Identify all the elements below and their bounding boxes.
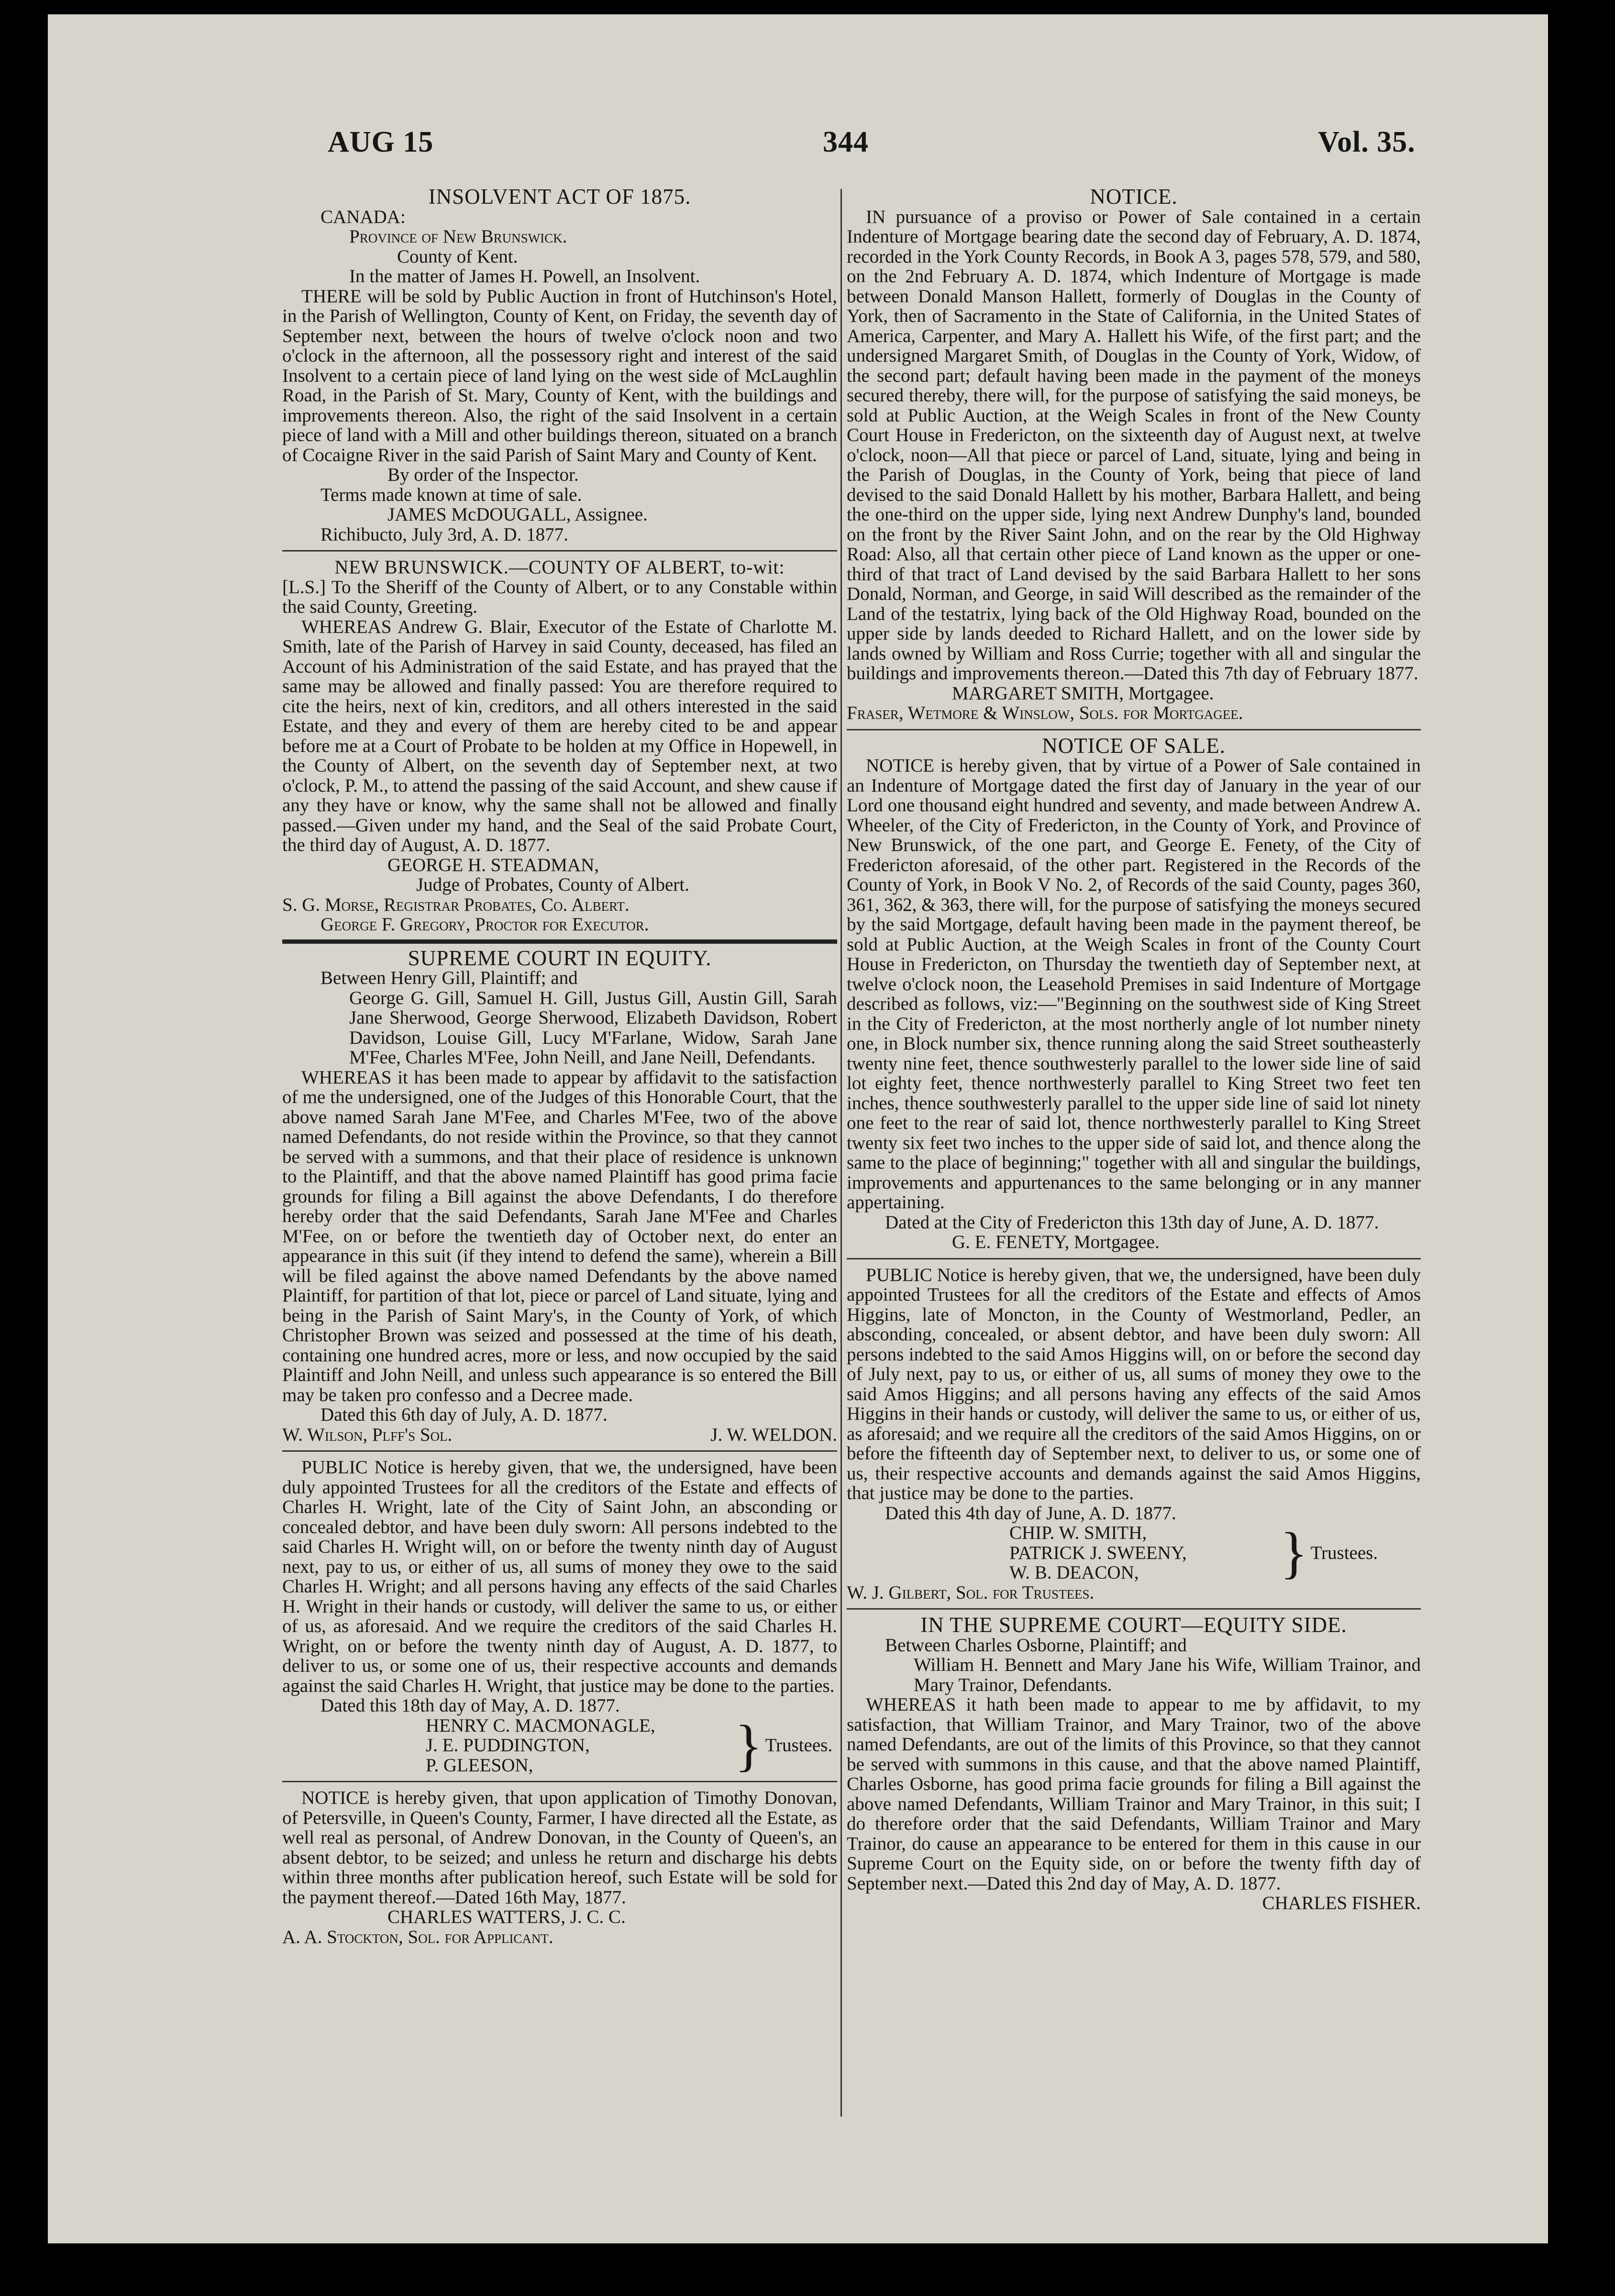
absent-debtor-notice (282, 1788, 837, 1947)
notice-body: PUBLIC Notice is hereby given, that we, the undersigned, have been duly appointed Trustees for all the creditors of the Estate and effects of Charles H. Wright, late of the City of Saint John, an absconding or concealed debtor, and have been duly sworn: All persons indebted to the said Charles H. Wright will, on or before the twenty ninth day of August next, pay to us, or either of us, all sums of money they owe to the said Charles H. Wright; and all persons having any effects of the said Charles H. Wright in their hands or custody, will deliver the same to us, or either of us, as aforesaid. And we require the creditors of the said Charles H. Wright, on or before the twenty ninth day of August, A. D. 1877, to deliver to us, or some one of us, their respective accounts and demands against the said Charles H. Wright, that justice may be done to the parties. (282, 1457, 837, 1696)
assignee-signature: JAMES McDOUGALL, Assignee. (387, 504, 648, 525)
terms-line: Terms made known at time of sale. (321, 484, 582, 505)
registrar-line: S. G. Morse, Registrar Probates, Co. Albert. (282, 894, 630, 915)
thick-separator (282, 939, 837, 944)
separator (282, 1450, 837, 1452)
mortgagee-signature: MARGARET SMITH, Mortgagee. (952, 683, 1214, 704)
clerk-signature: CHARLES WATTERS, J. C. C. (387, 1907, 626, 1927)
volume-number: Vol. 35. (1318, 126, 1416, 158)
left-column (282, 184, 837, 1947)
separator (282, 550, 837, 552)
judge-signature: GEORGE H. STEADMAN, (387, 854, 599, 875)
defendants-list: William H. Bennett and Mary Jane his Wife, William Trainor, and Mary Trainor, Defendants. (914, 1655, 1421, 1695)
notice-body: PUBLIC Notice is hereby given, that we, the undersigned, have been duly appointed Trustees for all the creditors of the Estate and effects of Amos Higgins, late of Moncton, in the County of Westmorland, Pedler, an absconding, concealed, or absent debtor, and have been duly sworn: All persons indebted to the said Amos Higgins will, on or before the second day of July next, pay to us, or either of us, all sums of money they owe to the said Amos Higgins; and all persons having any effects of the said Amos Higgins in their hands or custody, will deliver the same to us, or either of us, as aforesaid; and we require all the creditors of the said Amos Higgins, on or before the fifteenth day of September next, to deliver to us, or some one of us, their respective accounts and demands against the said Amos Higgins, that justice may be done to the parties. (847, 1264, 1421, 1503)
separator (847, 1608, 1421, 1610)
judge-signature: CHARLES FISHER. (1262, 1893, 1421, 1913)
judge-signature: J. W. WELDON. (710, 1424, 837, 1445)
equity-notice-osborne (847, 1615, 1421, 1913)
jurisdiction: CANADA: (321, 206, 406, 227)
solicitors-line: Fraser, Wetmore & Winslow, Sols. for Mortgagee. (847, 703, 1243, 723)
trustee-name: P. GLEESON, (426, 1755, 533, 1776)
notice-title: NOTICE OF SALE. (1042, 733, 1226, 758)
county: County of Kent. (397, 246, 518, 267)
trustee-name: PATRICK J. SWEENY, (1009, 1542, 1187, 1563)
province: Province of New Brunswick. (349, 226, 567, 247)
trustees-label: Trustees. (1310, 1542, 1378, 1563)
page-number: 344 (823, 126, 869, 158)
solicitor-line: W. Wilson, Plff's Sol. (282, 1424, 453, 1445)
matter: In the matter of James H. Powell, an Insolvent. (349, 266, 700, 287)
notice-title: NOTICE. (1090, 185, 1178, 209)
mortgagee-signature: G. E. FENETY, Mortgagee. (952, 1232, 1160, 1252)
right-column (847, 184, 1421, 1913)
notice-body: NOTICE is hereby given, that upon application of Timothy Donovan, of Petersville, in Queen's County, Farmer, I have directed all the Estate, as well real as personal, of Andrew Donovan, in the County of Queen's, an absent debtor, to be seized; and unless he return and discharge his debts within three months after publication hereof, such Estate will be sold for the payment thereof.—Dated 16th May, 1877. (282, 1788, 837, 1908)
notice-body: IN pursuance of a proviso or Power of Sale contained in a certain Indenture of Mortgage bearing date the second day of February, A. D. 1874, recorded in the York County Records, in Book A 3, pages 578, 579, and 580, on the 2nd February A. D. 1874, which Indenture of Mortgage is made between Donald Manson Hallett, formerly of Douglas in the County of York, then of Sacramento in the State of California, in the United States of America, Carpenter, and Mary A. Hallett his Wife, of the first part; and the undersigned Margaret Smith, of Douglas in the County of York, Widow, of the second part; default having been made in the payment of the moneys secured thereby, there will, for the purpose of satisfying the said moneys, be sold at Public Auction, at the Weigh Scales in front of the New County Court House in Fredericton, on the sixteenth day of August next, at twelve o'clock, noon—All that piece or parcel of Land, situate, lying and being in the Parish of Douglas, in the County of York, being that piece of land devised to the said Donald Hallett by his mother, Barbara Hallett, and being the one-third on the upper side, lying next Andrew Dunphy's land, bounded on the front by the River Saint John, and on the rear by the Old Highway Road: Also, all that certain other piece of Land known as the upper or one-third of that tract of Land devised by the said Barbara Hallett to her sons Donald, Norman, and George, in said Will described as the remainder of the Land of the testatrix, lying back of the Old Highway Road, bounded on the upper side by lands deeded to Richard Hallett, and on the lower side by lands owned by William and Ross Currie; together with all and singular the buildings and improvements thereon.—Dated this 7th day of February 1877. (847, 206, 1421, 684)
insolvent-act-notice (282, 187, 837, 544)
proctor-line: George F. Gregory, Proctor for Executor. (321, 914, 649, 935)
seal-line: [L.S.] To the Sheriff of the County of Albert, or to any Constable within the said County, Greeting. (282, 576, 837, 617)
issue-date: AUG 15 (328, 126, 434, 158)
trustee-name: J. E. PUDDINGTON, (426, 1735, 590, 1755)
notice-body: WHEREAS it hath been made to appear to me by affidavit, to my satisfaction, that William Trainor, and Mary Trainor, two of the above named Defendants, are out of the limits of this Province, so that they cannot be served with summons in this cause, and that the above named Plaintiff, Charles Osborne, has good prima facie grounds for filing a Bill against the above named Defendants, William Trainor and Mary Trainor, in this suit; I do therefore order that the said Defendants, William Trainor and Mary Trainor, do cause an appearance to be entered for them in this cause in our Supreme Court on the Equity side, on or before the twenty fifth day of September next.—Dated this 2nd day of May, A. D. 1877. (847, 1694, 1421, 1894)
trustee-name: CHIP. W. SMITH, (1009, 1523, 1147, 1543)
dated-line: Dated this 4th day of June, A. D. 1877. (885, 1502, 1176, 1523)
notice-title: INSOLVENT ACT OF 1875. (428, 185, 691, 209)
dated-line: Dated this 18th day of May, A. D. 1877. (321, 1695, 620, 1716)
separator (847, 1258, 1421, 1259)
notice-of-sale-fenety (847, 733, 1421, 1252)
dated-line: Dated this 6th day of July, A. D. 1877. (321, 1404, 608, 1425)
notice-body: WHEREAS Andrew G. Blair, Executor of the Estate of Charlotte M. Smith, late of the Parish of Harvey in said County, deceased, has filed an Account of his Administration of the said Estate, and has prayed that the same may be allowed and finally passed: You are therefore required to cite the heirs, next of kin, creditors, and all others interested in the said Estate, and they and every of them are hereby cited to be and appear before me at a Court of Probate to be holden at my Office in Hopewell, in the County of Albert, on the seventh day of September next, at two o'clock, P. M., to attend the passing of the said Account, and shew cause if any they have or know, why the same shall not be allowed and finally passed.—Given under my hand, and the Seal of the said Probate Court, the third day of August, A. D. 1877. (282, 616, 837, 855)
brace-glyph: } (1280, 1521, 1308, 1585)
order-line: By order of the Inspector. (387, 464, 579, 485)
solicitor-line: W. J. Gilbert, Sol. for Trustees. (847, 1582, 1095, 1603)
judge-title: Judge of Probates, County of Albert. (416, 874, 689, 895)
column-divider (841, 189, 842, 2117)
notice-body: WHEREAS it has been made to appear by affidavit to the satisfaction of me the undersigned, one of the Judges of this Honorable Court, that the above named Sarah Jane M'Fee, and Charles M'Fee, two of the above named Defendants, do not reside within the Province, so that they cannot be served with a summons, and that their place of residence is unknown to the Plaintiff, and that the above named Plaintiff has good prima facie grounds for filing a Bill against the above Defendants, I do therefore hereby order that the said Defendants, Sarah Jane M'Fee and Charles M'Fee, on or before the twentieth day of October next, do enter an appearance in this suit (if they intend to defend the same), wherein a Bill will be filed against the above named Defendants by the above named Plaintiff, for partition of that lot, piece or parcel of Land situate, lying and being in the Parish of Saint Mary's, in the County of York, of which Christopher Brown was seized and possessed at the time of his death, containing one hundred acres, more or less, and now occupied by the said Plaintiff and John Neill, and unless such appearance is so entered the Bill may be taken pro confesso and a Decree made. (282, 1067, 837, 1405)
trustees-label: Trustees. (765, 1735, 833, 1755)
notice-body: THERE will be sold by Public Auction in front of Hutchinson's Hotel, in the Parish of Wellington, County of Kent, on Friday, the seventh day of September next, between the hours of twelve o'clock noon and two o'clock in the afternoon, all the possessory right and interest of the said Insolvent to a certain piece of land lying on the west side of McLaughlin Road, in the Parish of St. Mary, County of Kent, with the buildings and improvements thereon. Also, the right of the said Insolvent in a certain piece of land with a Mill and other buildings thereon, situated on a branch of Cocaigne River in the said Parish of Saint Mary and County of Kent. (282, 286, 837, 465)
separator (282, 1781, 837, 1782)
between-line: Between Charles Osborne, Plaintiff; and (885, 1634, 1187, 1656)
probate-notice (282, 557, 837, 935)
trustee-name: W. B. DEACON, (1009, 1562, 1139, 1583)
notice-title: SUPREME COURT IN EQUITY. (408, 946, 712, 970)
dated-line: Richibucto, July 3rd, A. D. 1877. (321, 524, 568, 545)
trustees-notice-higgins (847, 1265, 1421, 1603)
separator (847, 729, 1421, 730)
trustee-name: HENRY C. MACMONAGLE, (426, 1715, 655, 1736)
between-line: Between Henry Gill, Plaintiff; and (321, 968, 578, 988)
mortgage-notice-hallett (847, 187, 1421, 723)
dated-line: Dated at the City of Fredericton this 13th day of June, A. D. 1877. (885, 1212, 1379, 1233)
trustees-notice-wright (282, 1457, 837, 1775)
solicitor-line: A. A. Stockton, Sol. for Applicant. (282, 1926, 553, 1947)
defendants-list: George G. Gill, Samuel H. Gill, Justus Gill, Austin Gill, Sarah Jane Sherwood, George Sherwood, Elizabeth Davidson, Robert Davidson, Louise Gill, Lucy M'Farlane, Widow, Sarah Jane M'Fee, Charles M'Fee, John Neill, and Jane Neill, Defendants. (349, 987, 837, 1068)
equity-notice-gill (282, 946, 837, 1445)
notice-title: NEW BRUNSWICK.—COUNTY OF ALBERT, to-wit: (334, 556, 785, 578)
notice-title: IN THE SUPREME COURT—EQUITY SIDE. (920, 1613, 1347, 1637)
notice-body: NOTICE is hereby given, that by virtue of a Power of Sale contained in an Indenture of Mortgage dated the first day of January in the year of our Lord one thousand eight hundred and seventy, and made between Andrew A. Wheeler, of the City of Fredericton, in the County of York, and Province of New Brunswick, of the one part, and George E. Fenety, of the City of Fredericton aforesaid, of the other part. Registered in the Records of the County of York, in Book V No. 2, of Records of the said County, pages 360, 361, 362, & 363, there will, for the purpose of satisfying the moneys secured by the said Mortgage, default having been made in the payment thereof, be sold at Public Auction, at the Weigh Scales in front of the County Court House in Fredericton, on Thursday the twentieth day of September next, at twelve o'clock noon, the Leasehold Premises in said Indenture of Mortgage described as follows, viz:—"Beginning on the southwest side of King Street in the City of Fredericton, at the most northerly angle of lot number ninety one, in Block number six, thence running along the said Street southeasterly twenty nine feet, thence southwesterly parallel to the lower side line of said lot eighty feet, thence northwesterly parallel to King Street two feet ten inches, thence southwesterly parallel to the upper side line of said lot ninety one feet to the rear of said lot, thence northwesterly parallel to King Street twenty six feet two inches to the upper side of said lot, and thence along the same to the place of beginning;" together with all and singular the buildings, improvements and appurtenances to the same belonging or in any manner appertaining. (847, 755, 1421, 1213)
brace-glyph: } (735, 1713, 763, 1777)
